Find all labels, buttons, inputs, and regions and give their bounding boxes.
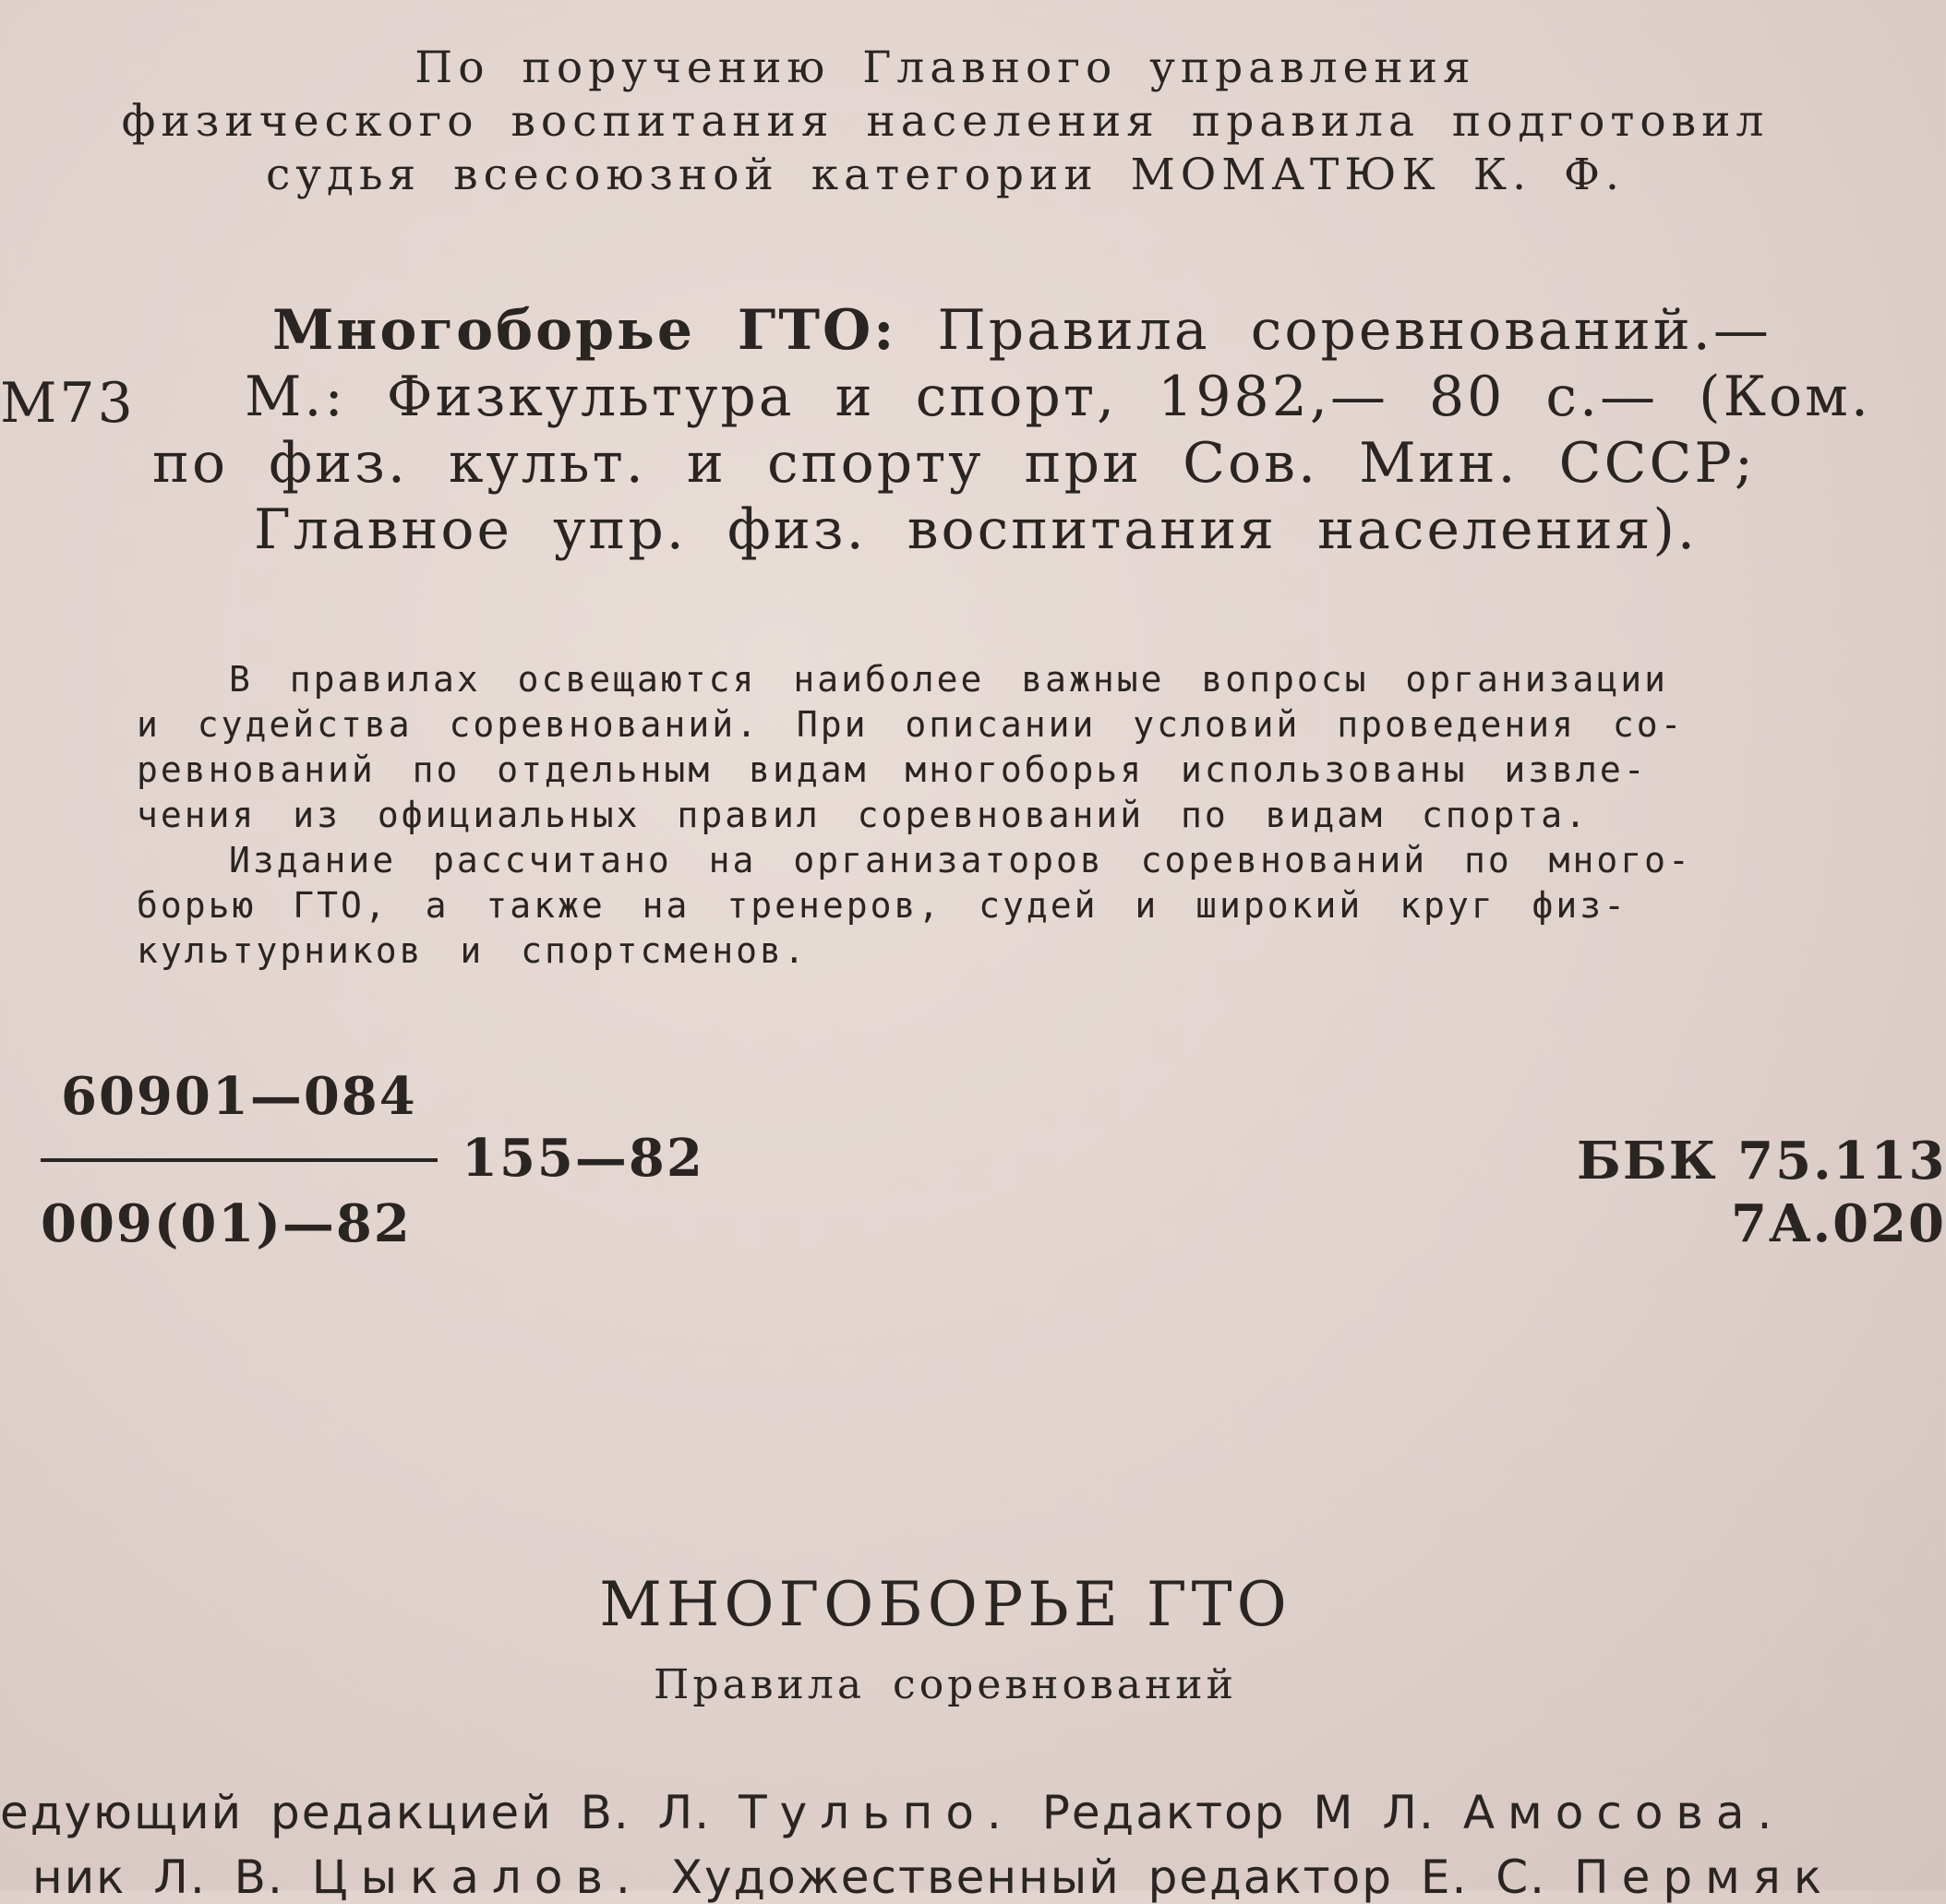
fraction-line bbox=[41, 1158, 438, 1162]
code-denominator: 009(01)—82 bbox=[41, 1193, 412, 1254]
annotation-block bbox=[137, 657, 1881, 974]
header-line-3: судья всесоюзной категории МОМАТЮК К. Ф. bbox=[266, 150, 1625, 200]
bib-line-4: Главное упр. физ. воспитания населения). bbox=[254, 497, 1698, 562]
annotation-line: Издание рассчитано на организаторов соревнований по много- bbox=[229, 840, 1692, 880]
credits-1b: Тульпо. bbox=[739, 1786, 1015, 1839]
book-subtitle: Правила соревнований bbox=[654, 1661, 1237, 1708]
annotation-line: и судейства соревнований. При описании условий проведения со- bbox=[137, 704, 1685, 745]
code-order: 155—82 bbox=[462, 1128, 704, 1189]
annotation-line: борью ГТО, а также на тренеров, судей и широкий круг физ- bbox=[137, 885, 1628, 926]
header-block bbox=[0, 42, 1891, 202]
annotation-line: чения из официальных правил соревнований по видам спорта. bbox=[137, 795, 1590, 835]
bibliographic-entry bbox=[152, 297, 1888, 563]
annotation-line: ревнований по отдельным видам многоборья использованы извле- bbox=[137, 749, 1648, 790]
credits-2a: ник Л. В. bbox=[32, 1850, 284, 1904]
bib-line-2: М.: Физкультура и спорт, 1982,— 80 с.— (Ком. bbox=[245, 365, 1871, 429]
bib-title-rest: Правила соревнований.— bbox=[937, 298, 1772, 363]
credits-2b: Цыкалов. bbox=[311, 1850, 643, 1904]
annotation-line: В правилах освещаются наиболее важные вопросы организации bbox=[229, 659, 1669, 700]
credits-line-1 bbox=[0, 1786, 1784, 1839]
bib-index-code: М73 bbox=[0, 371, 136, 436]
credits-1a: едующий редакцией В. Л. bbox=[0, 1786, 712, 1839]
bib-line-3: по физ. культ. и спорту при Сов. Мин. СССР; bbox=[152, 431, 1756, 496]
credits-1d: Амосова. bbox=[1462, 1786, 1785, 1839]
bbk-line-2: 7А.020 bbox=[1731, 1193, 1946, 1254]
book-title: МНОГОБОРЬЕ ГТО bbox=[599, 1569, 1291, 1640]
bib-title-bold: Многоборье ГТО: bbox=[272, 298, 897, 363]
header-line-1: По поручению Главного управления bbox=[414, 42, 1476, 93]
credits-2d: Пермяк bbox=[1573, 1850, 1835, 1904]
credits-line-2 bbox=[32, 1850, 1834, 1904]
credits-1c: Редактор М Л. bbox=[1041, 1786, 1435, 1839]
bib-line-1 bbox=[152, 297, 1888, 364]
header-line-2: физического воспитания населения правила подготовил bbox=[121, 96, 1770, 147]
bbk-line-1: ББК 75.113 bbox=[1577, 1131, 1946, 1191]
credits-2c: Художественный редактор Е. С. bbox=[670, 1850, 1547, 1904]
code-numerator: 60901—084 bbox=[61, 1066, 417, 1127]
annotation-line: культурников и спортсменов. bbox=[137, 930, 808, 971]
